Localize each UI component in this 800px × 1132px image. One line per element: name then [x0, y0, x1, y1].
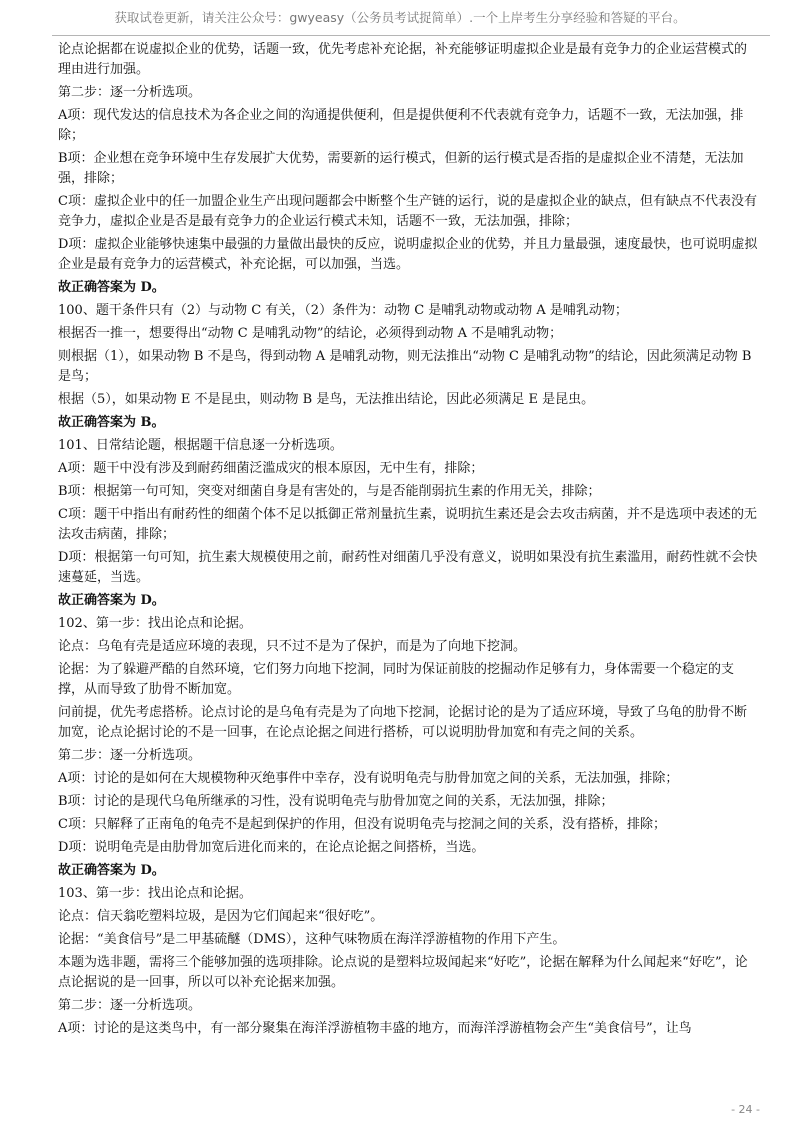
- paragraph: 102、第一步：找出论点和论据。: [58, 616, 252, 631]
- paragraph: 101、日常结论题，根据题干信息逐一分析选项。: [58, 438, 343, 453]
- answer-line: 故正确答案为 B。: [58, 415, 165, 430]
- paragraph: A项：题干中没有涉及到耐药细菌泛滥成灾的根本原因，无中生有，排除；: [58, 461, 484, 476]
- paragraph: 103、第一步：找出论点和论据。: [58, 886, 252, 901]
- paragraph: C项：只解释了正南龟的龟壳不是起到保护的作用，但没有说明龟壳与挖洞之间的关系，没有搭桥，排除；: [58, 817, 666, 832]
- paragraph: D项：说明龟壳是由肋骨加宽后进化而来的，在论点论据之间搭桥，当选。: [58, 840, 485, 855]
- answer-line: 故正确答案为 D。: [58, 593, 165, 608]
- paragraph: 第二步：逐一分析选项。: [58, 998, 202, 1013]
- paragraph: B项：讨论的是现代乌龟所继承的习性，没有说明龟壳与肋骨加宽之间的关系，无法加强，排除；: [58, 794, 614, 809]
- paragraph: 论点论据都在说虚拟企业的优势，话题一致，优先考虑补充论据，补充能够证明虚拟企业是最有竞争力的企业运营模式的理由进行加强。: [58, 42, 748, 77]
- paragraph: 论据：“美食信号”是二甲基硫醚（DMS），这种气味物质在海洋浮游植物的作用下产生。: [58, 932, 566, 947]
- paragraph: 根据（5），如果动物 E 不是昆虫，则动物 B 是鸟，无法推出结论，因此必须满足 E 是昆虫。: [58, 392, 595, 407]
- paragraph: 问前提，优先考虑搭桥。论点讨论的是乌龟有壳是为了向地下挖洞，论据讨论的是为了适应环境，导致了乌龟的肋骨不断加宽，论点论据讨论的不是一回事，在论点论据之间进行搭桥，可以说明肋骨加宽和有壳之间的关系。: [58, 705, 748, 740]
- header-text: 获取试卷更新，请关注公众号：gwyeasy（公务员考试捉简单）.一个上岸考生分享经验和答疑的平台。: [114, 10, 686, 25]
- paragraph: D项：虚拟企业能够快速集中最强的力量做出最快的反应，说明虚拟企业的优势，并且力量最强，速度最快，也可说明虚拟企业是最有竞争力的运营模式，补充论据，可以加强，当选。: [58, 237, 758, 272]
- paragraph: 论点：信天翁吃塑料垃圾，是因为它们闻起来“很好吃”。: [58, 909, 384, 924]
- header-divider: [52, 35, 770, 36]
- paragraph: 根据否一推一，想要得出“动物 C 是哺乳动物”的结论，必须得到动物 A 不是哺乳动物；: [58, 326, 563, 341]
- paragraph: 则根据（1），如果动物 B 不是鸟，得到动物 A 是哺乳动物，则无法推出“动物 C 是哺乳动物”的结论，因此须满足动物 B 是鸟；: [58, 349, 752, 384]
- paragraph: D项：根据第一句可知，抗生素大规模使用之前，耐药性对细菌几乎没有意义，说明如果没有抗生素滥用，耐药性就不会快速蔓延，当选。: [58, 550, 758, 585]
- paragraph: 第二步：逐一分析选项。: [58, 748, 202, 763]
- paragraph: B项：根据第一句可知，突变对细菌自身是有害处的，与是否能削弱抗生素的作用无关，排除；: [58, 484, 601, 499]
- paragraph: 论点：乌龟有壳是适应环境的表现，只不过不是为了保护，而是为了向地下挖洞。: [58, 639, 527, 654]
- paragraph: B项：企业想在竞争环境中生存发展扩大优势，需要新的运行模式，但新的运行模式是否指的是虚拟企业不清楚，无法加强，排除；: [58, 151, 744, 186]
- paragraph: 100、题干条件只有（2）与动物 C 有关，（2）条件为：动物 C 是哺乳动物或动物 A 是哺乳动物；: [58, 303, 628, 318]
- page-header: [0, 0, 800, 36]
- paragraph: C项：虚拟企业中的任一加盟企业生产出现问题都会中断整个生产链的运行，说的是虚拟企业的缺点，但有缺点不代表没有竞争力，虚拟企业是否是最有竞争力的企业运行模式未知，话题不一致，无法加强，排除；: [58, 194, 757, 229]
- paragraph: 第二步：逐一分析选项。: [58, 85, 202, 100]
- paragraph: A项：讨论的是如何在大规模物种灭绝事件中幸存，没有说明龟壳与肋骨加宽之间的关系，无法加强，排除；: [58, 771, 679, 786]
- answer-line: 故正确答案为 D。: [58, 280, 165, 295]
- page-number: - 24 -: [731, 1103, 760, 1116]
- paragraph: C项：题干中指出有耐药性的细菌个体不足以抵御正常剂量抗生素，说明抗生素还是会去攻击病菌，并不是选项中表述的无法攻击病菌，排除；: [58, 507, 757, 542]
- paragraph: A项：讨论的是这类鸟中，有一部分聚集在海洋浮游植物丰盛的地方，而海洋浮游植物会产生“美食信号”，让鸟: [58, 1021, 692, 1036]
- paragraph: A项：现代发达的信息技术为各企业之间的沟通提供便利，但是提供便利不代表就有竞争力，话题不一致，无法加强，排除；: [58, 108, 744, 143]
- answer-line: 故正确答案为 D。: [58, 863, 165, 878]
- paragraph: 本题为选非题，需将三个能够加强的选项排除。论点说的是塑料垃圾闻起来“好吃”，论据在解释为什么闻起来“好吃”，论点论据说的是一回事，所以可以补充论据来加强。: [58, 955, 748, 990]
- document-body: [58, 40, 758, 1042]
- paragraph: 论据：为了躲避严酷的自然环境，它们努力向地下挖洞，同时为保证前肢的挖掘动作足够有力，身体需要一个稳定的支撑，从而导致了肋骨不断加宽。: [58, 662, 735, 697]
